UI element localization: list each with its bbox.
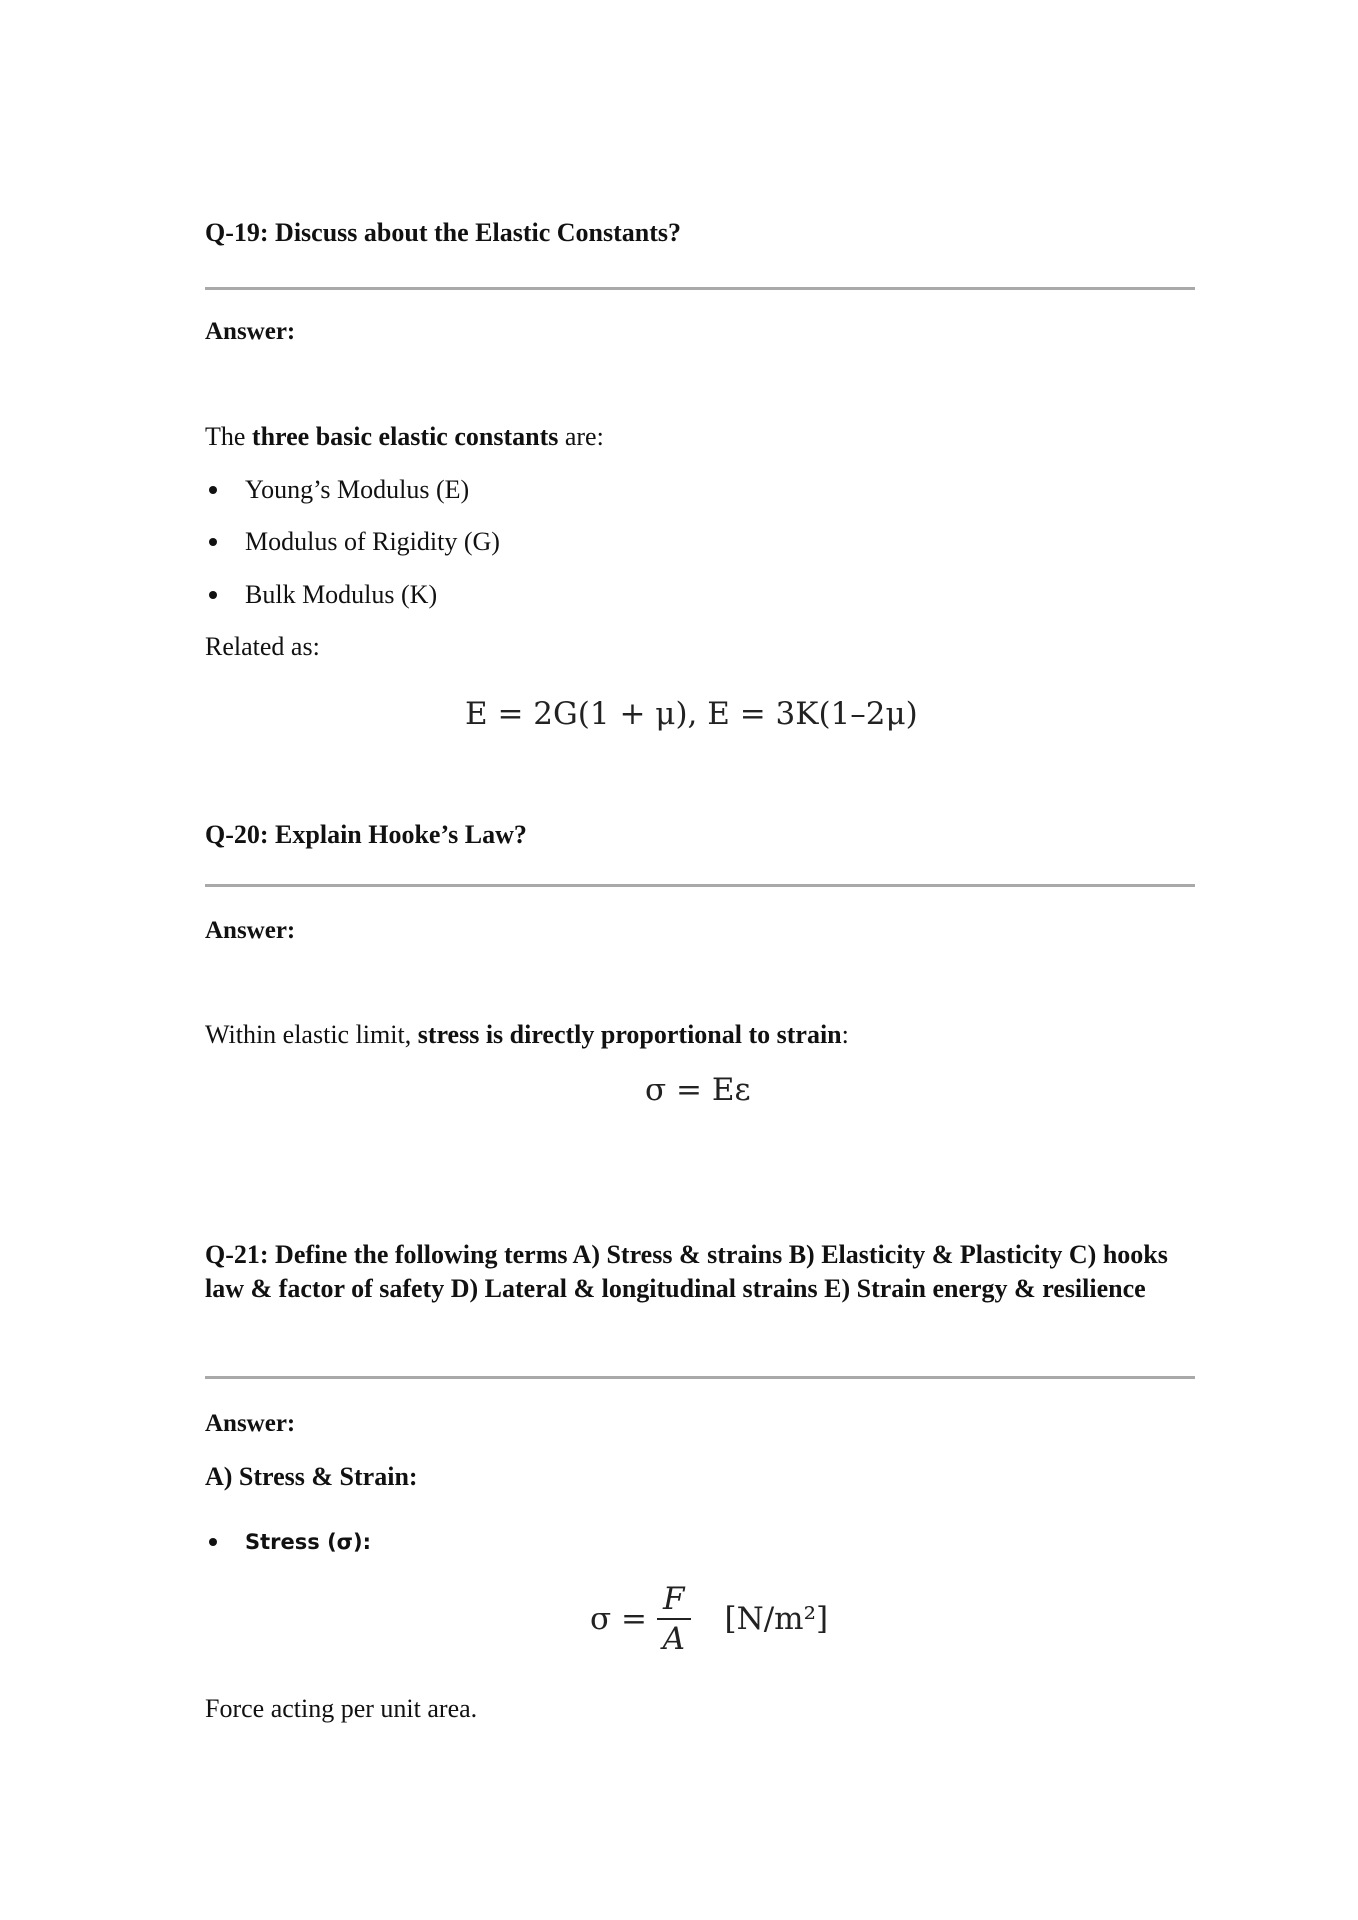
q19-intro-pre: The bbox=[205, 422, 252, 451]
q21-description: Force acting per unit area. bbox=[205, 1694, 478, 1723]
q21-formula-fraction bbox=[657, 1582, 691, 1656]
q20-answer-label: Answer: bbox=[205, 917, 296, 944]
q19-related: Related as: bbox=[205, 632, 320, 661]
q21-formula bbox=[590, 1582, 828, 1656]
q20-formula: σ = Eε bbox=[645, 1072, 751, 1108]
q20-text-pre: Within elastic limit, bbox=[205, 1020, 418, 1049]
q20-text-bold: stress is directly proportional to strain bbox=[417, 1020, 842, 1049]
q21-answer-label: Answer: bbox=[205, 1410, 296, 1437]
q19-bullet-3 bbox=[205, 580, 437, 610]
q19-answer-label: Answer: bbox=[205, 318, 296, 345]
q21-formula-denominator: A bbox=[662, 1621, 685, 1657]
bullet-icon bbox=[209, 591, 217, 599]
q19-bullet-text: Young’s Modulus (E) bbox=[245, 475, 470, 504]
q19-formula: E = 2G(1 + μ), E = 3K(1–2μ) bbox=[465, 696, 918, 732]
q20-text bbox=[205, 1020, 849, 1050]
q20-text-post: : bbox=[841, 1020, 849, 1049]
q21-formula-lhs: σ = bbox=[590, 1601, 647, 1637]
q19-intro-post: are: bbox=[558, 422, 604, 451]
q21-stress-bullet bbox=[205, 1530, 371, 1554]
q19-divider bbox=[205, 287, 1195, 290]
q19-intro-bold: three basic elastic constants bbox=[251, 422, 559, 451]
q19-question: Q-19: Discuss about the Elastic Constants? bbox=[205, 218, 681, 247]
q20-divider bbox=[205, 884, 1195, 887]
q19-intro bbox=[205, 422, 604, 452]
q21-formula-numerator: F bbox=[657, 1582, 691, 1620]
q21-section-a: A) Stress & Strain: bbox=[205, 1462, 418, 1491]
q21-divider bbox=[205, 1376, 1195, 1379]
bullet-icon bbox=[209, 1538, 217, 1546]
bullet-icon bbox=[209, 486, 217, 494]
q19-bullet-1 bbox=[205, 475, 469, 505]
q19-bullet-text: Modulus of Rigidity (G) bbox=[245, 527, 500, 556]
q21-question: Q-21: Define the following terms A) Stress & strains B) Elasticity & Plasticity C) hooks law & factor of safety D) Lateral & longitudinal strains E) Strain energy & resilience bbox=[205, 1240, 1168, 1303]
q21-formula-unit: [N/m²] bbox=[724, 1601, 829, 1637]
q19-bullet-text: Bulk Modulus (K) bbox=[245, 580, 438, 609]
q20-question: Q-20: Explain Hooke’s Law? bbox=[205, 820, 527, 849]
bullet-icon bbox=[209, 538, 217, 546]
q19-bullet-2 bbox=[205, 527, 500, 557]
q21-stress-label: Stress (σ): bbox=[245, 1530, 372, 1554]
